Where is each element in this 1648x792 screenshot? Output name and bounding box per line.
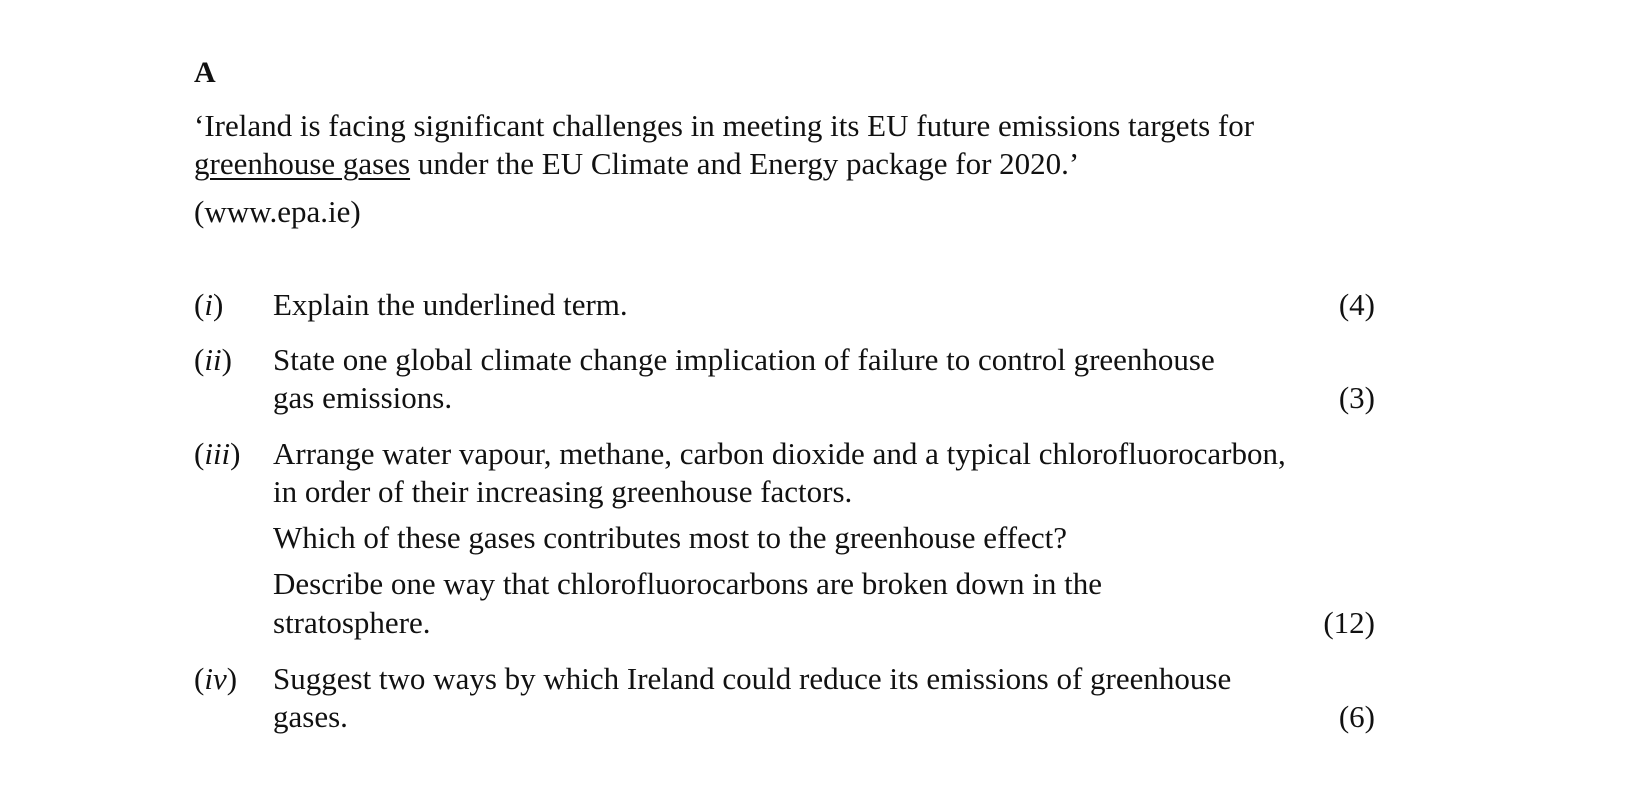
- question-iv-line-1: Suggest two ways by which Ireland could reduce its emissions of greenhouse: [273, 661, 1232, 696]
- section-heading: A: [194, 56, 216, 89]
- question-iii-line-3: Which of these gases contributes most to the greenhouse effect?: [273, 520, 1067, 555]
- question-i-marks: (4): [1338, 287, 1375, 322]
- question-iii-line-5: stratosphere.: [273, 605, 431, 640]
- question-iii-line-2: in order of their increasing greenhouse factors.: [273, 474, 853, 509]
- question-iv-marks: (6): [1338, 699, 1375, 734]
- question-iv-line-2: gases.: [273, 699, 348, 734]
- question-iii-line-1: Arrange water vapour, methane, carbon dioxide and a typical chlorofluorocarbon,: [273, 436, 1286, 471]
- quote-line-1: ‘Ireland is facing significant challenges in meeting its EU future emissions targets for: [194, 108, 1255, 143]
- question-label-iii: (iii): [194, 436, 241, 471]
- question-ii-line-2: gas emissions.: [273, 380, 453, 415]
- question-i-line-1: Explain the underlined term.: [273, 287, 628, 322]
- question-label-iv: (iv): [194, 661, 238, 696]
- quote-line-2: [194, 148, 1079, 179]
- question-iii-line-4: Describe one way that chlorofluorocarbons are broken down in the: [273, 566, 1102, 601]
- underlined-term: greenhouse gases: [194, 146, 411, 181]
- question-iii-marks: (12): [1323, 605, 1375, 640]
- question-ii-marks: (3): [1338, 380, 1375, 415]
- question-ii-line-1: State one global climate change implication of failure to control greenhouse: [273, 342, 1215, 377]
- quote-line-2-rest: under the EU Climate and Energy package for 2020.’: [410, 146, 1080, 181]
- question-label-i: (i): [194, 287, 224, 322]
- quote-source: (www.epa.ie): [194, 194, 361, 229]
- question-label-ii: (ii): [194, 342, 232, 377]
